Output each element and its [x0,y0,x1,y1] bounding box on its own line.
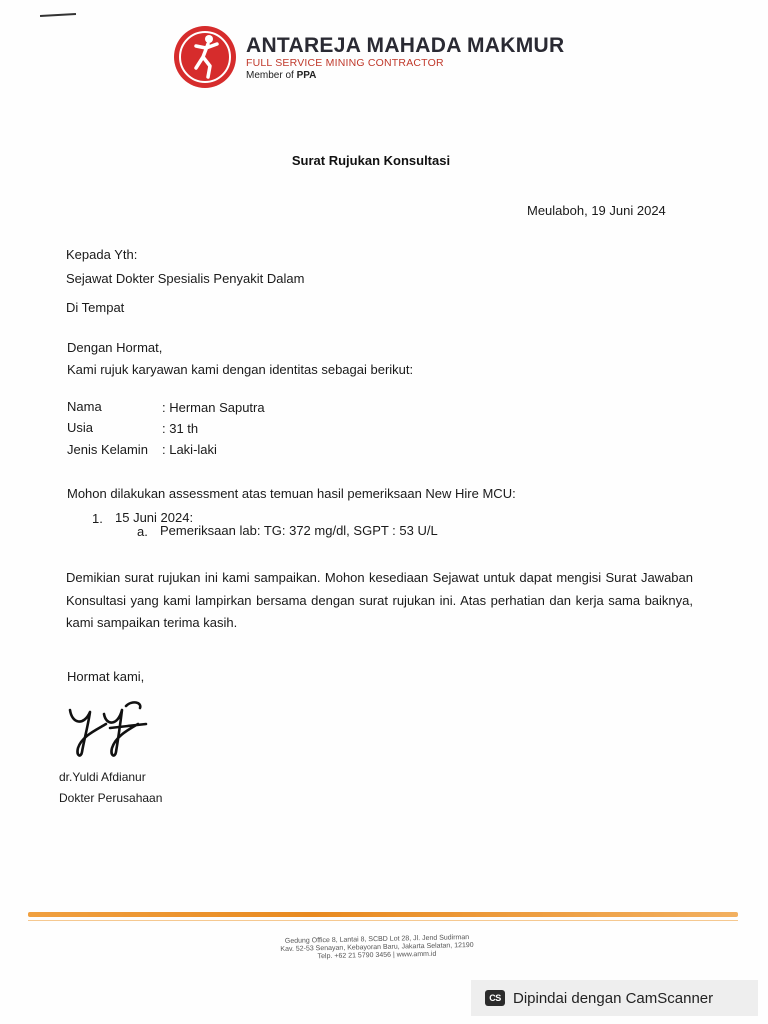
footer-address-line-1: Gedung Office 8, Lantai 8, SCBD Lot 28, Jl. Jend Sudirman [284,934,470,945]
recipient-line-3: Di Tempat [66,300,125,315]
finding-number: 1. [92,511,103,526]
letter-title: Surat Rujukan Konsultasi [291,153,451,168]
assessment-request: Mohon dilakukan assessment atas temuan hasil pemeriksaan New Hire MCU: [67,486,516,501]
salutation: Hormat kami, [67,669,145,684]
identity-label-name: Nama [67,399,102,414]
intro-sentence: Kami rujuk karyawan kami dengan identitas sebagai berikut: [67,362,414,377]
greeting: Dengan Hormat, [67,340,163,355]
company-tagline: FULL SERVICE MINING CONTRACTOR [246,57,444,69]
recipient-line-2: Sejawat Dokter Spesialis Penyakit Dalam [66,271,305,286]
footer-divider [28,912,738,917]
identity-label-gender: Jenis Kelamin [67,442,148,457]
footer-address-line-2: Kav. 52-53 Senayan, Kebayoran Baru, Jakarta Selatan, 12190 [280,941,474,954]
camscanner-text: Dipindai dengan CamScanner [513,989,714,1007]
handwritten-signature-icon [66,696,152,760]
place-date: Meulaboh, 19 Juni 2024 [527,203,666,218]
finding-item-text: Pemeriksaan lab: TG: 372 mg/dl, SGPT : 53 U/L [160,523,438,538]
closing-paragraph: Demikian surat rujukan ini kami sampaikan. Mohon kesediaan Sejawat untuk dapat mengisi Surat Jawaban Konsultasi yang kami lampirkan bersama dengan surat rujukan ini. Atas perhatian dan kerja sama baiknya, kami sampaikan terima kasih. [66,570,693,630]
camscanner-logo-icon: CS [485,990,505,1006]
signer-name: dr.Yuldi Afdianur [59,770,146,784]
finding-date: 15 Juni 2024: [115,510,194,525]
camscanner-watermark [471,980,758,1016]
footer-divider-light [28,920,738,921]
identity-label-age: Usia [67,420,94,435]
company-name: ANTAREJA MAHADA MAKMUR [246,34,565,57]
recipient-line-1: Kepada Yth: [66,247,138,262]
footer-contact-line: Telp. +62 21 5790 3456 | www.amm.id [317,950,437,961]
member-org: PPA [296,70,317,81]
identity-value-name: : Herman Saputra [162,400,265,415]
scan-mark [40,13,76,17]
identity-value-age: : 31 th [162,421,199,436]
finding-item-letter: a. [137,524,148,539]
company-membership [246,70,316,81]
member-prefix: Member of [246,70,297,81]
signer-title: Dokter Perusahaan [59,791,163,805]
amm-logo-icon [172,24,238,90]
identity-value-gender: : Laki-laki [162,442,217,457]
